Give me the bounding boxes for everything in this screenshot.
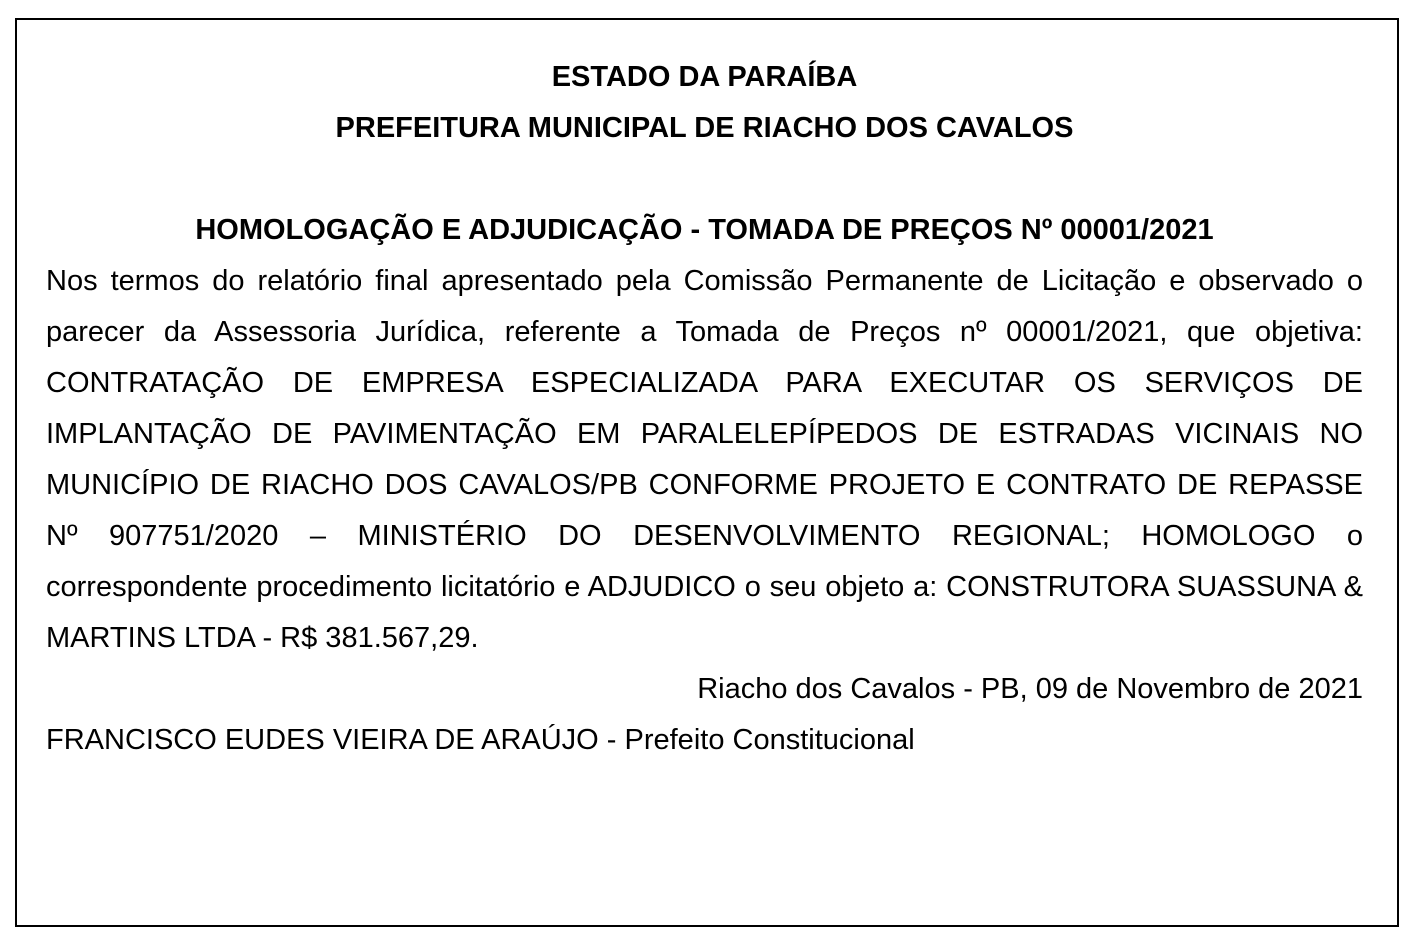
state-heading: ESTADO DA PARAÍBA: [551, 61, 858, 93]
notice-content: [46, 52, 1363, 766]
notice-body: Nos termos do relatório final apresentado pela Comissão Permanente de Licitação e observado o parecer da Assessoria Jurídica, referente a Tomada de Preços nº 00001/2021, que objetiva: CONTRATAÇÃO DE EMPRESA ESPECIALIZADA PARA EXECUTAR OS SERVIÇOS DE IMPLANTAÇÃO DE PAVIMENTAÇÃO EM PARALELEPÍPEDOS DE ESTRADAS VICINAIS NO MUNICÍPIO DE RIACHO DOS CAVALOS/PB CONFORME PROJETO E CONTRATO DE REPASSE Nº 907751/2020 – MINISTÉRIO DO DESENVOLVIMENTO REGIONAL; HOMOLOGO o correspondente procedimento licitatório e ADJUDICO o seu objeto a: CONSTRUTORA SUASSUNA & MARTINS LTDA - R$ 381.567,29.: [46, 265, 1363, 654]
date-line: Riacho dos Cavalos - PB, 09 de Novembro de 2021: [697, 673, 1363, 705]
signature-line: FRANCISCO EUDES VIEIRA DE ARAÚJO - Prefeito Constitucional: [46, 724, 915, 756]
municipality-heading: PREFEITURA MUNICIPAL DE RIACHO DOS CAVALOS: [335, 112, 1074, 144]
notice-title: HOMOLOGAÇÃO E ADJUDICAÇÃO - TOMADA DE PREÇOS Nº 00001/2021: [195, 214, 1214, 246]
